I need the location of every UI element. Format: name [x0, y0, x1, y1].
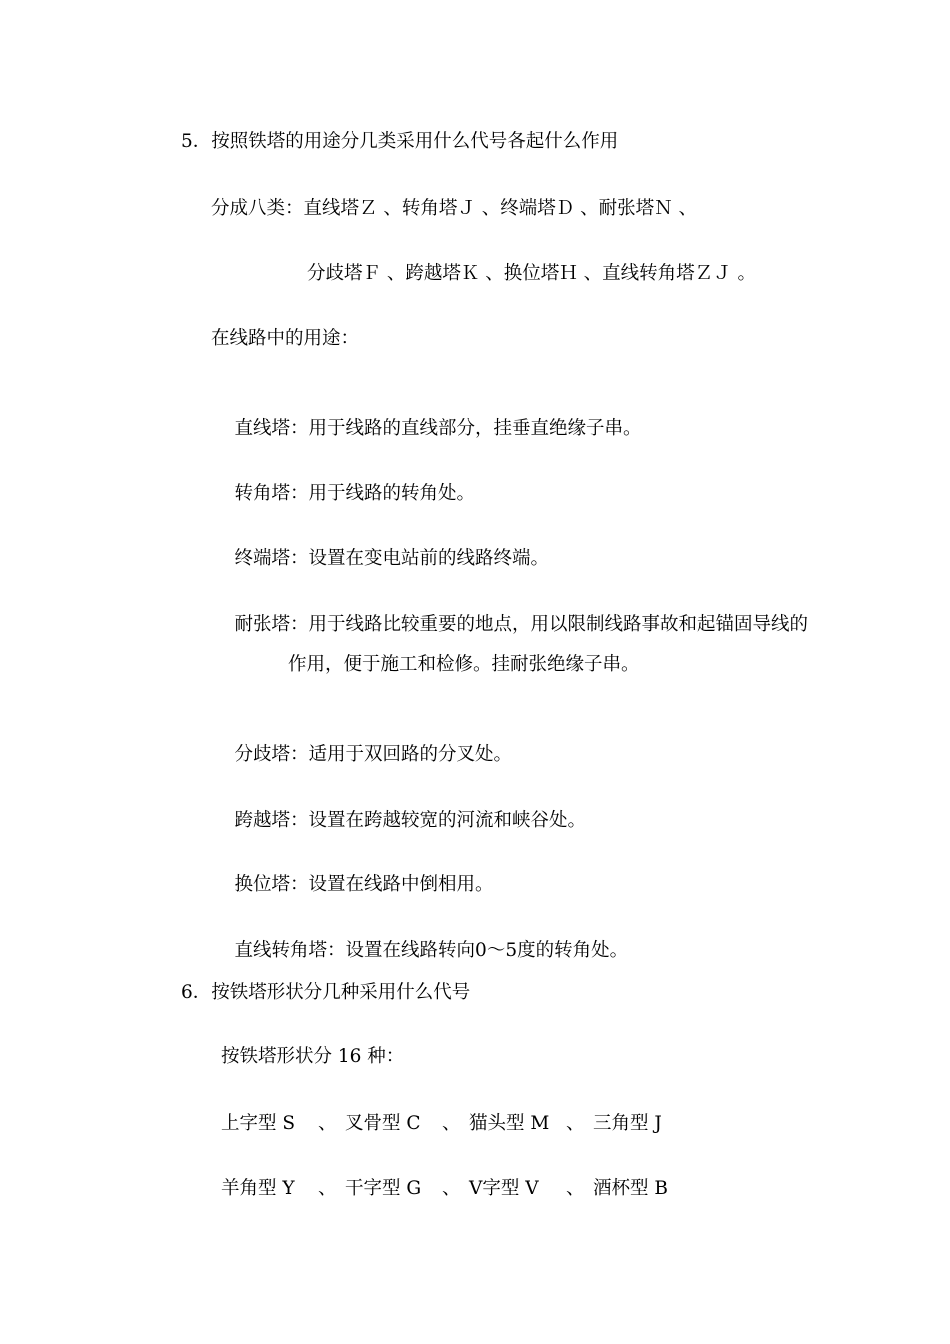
use-desc-continuation: 作用，便于施工和检修。挂耐张绝缘子串。 [288, 654, 640, 675]
shape-item: 猫头型 M [469, 1113, 550, 1134]
shape-row-2 [221, 1177, 690, 1201]
use-item-straight-tower [211, 393, 642, 439]
use-term: 耐张塔： [234, 614, 309, 635]
shape-item: 上字型 S [221, 1113, 296, 1134]
use-desc: 用于线路比较重要的地点，用以限制线路事故和起锚固导线的 [308, 614, 809, 635]
categories-line-2: 分歧塔Ｆ 、跨越塔Ｋ 、换位塔Ｈ 、直线转角塔ＺＪ 。 [307, 263, 757, 284]
use-desc: 适用于双回路的分叉处。 [308, 744, 513, 765]
use-desc: 设置在变电站前的线路终端。 [308, 548, 550, 569]
use-term: 换位塔： [234, 874, 309, 895]
use-term: 终端塔： [234, 548, 309, 569]
use-term: 直线塔： [234, 418, 309, 439]
use-desc: 设置在线路中倒相用。 [308, 874, 494, 895]
use-item-angle-tower [211, 458, 476, 504]
shape-separator: 、 [566, 1178, 585, 1199]
shape-item: 三角型 J [593, 1113, 662, 1134]
shape-separator: 、 [566, 1113, 585, 1134]
shape-separator: 、 [318, 1178, 337, 1199]
use-desc: 用于线路的直线部分，挂垂直绝缘子串。 [308, 418, 642, 439]
use-item-branch-tower [211, 719, 513, 765]
shape-count-line: 按铁塔形状分 16 种： [221, 1046, 405, 1067]
shape-separator: 、 [442, 1113, 461, 1134]
use-item-transposition-tower [211, 849, 494, 895]
shape-item: 干字型 G [345, 1178, 422, 1199]
shape-item: 羊角型 Y [221, 1178, 295, 1199]
categories-line-1: 分成八类：直线塔Ｚ 、转角塔Ｊ 、终端塔Ｄ 、耐张塔Ｎ 、 [211, 198, 698, 219]
use-term: 转角塔： [234, 483, 309, 504]
use-item-terminal-tower [211, 523, 550, 569]
uses-intro: 在线路中的用途： [211, 328, 360, 349]
shape-item: 叉骨型 C [345, 1113, 421, 1134]
use-desc: 设置在线路转向0～5度的转角处。 [345, 940, 629, 961]
use-item-tension-tower [211, 589, 809, 635]
use-desc: 设置在跨越较宽的河流和峡谷处。 [308, 810, 587, 831]
shape-item: 酒杯型 B [593, 1178, 668, 1199]
shape-row-1 [221, 1112, 690, 1136]
use-term: 分歧塔： [234, 744, 309, 765]
use-desc: 用于线路的转角处。 [308, 483, 476, 504]
use-item-crossing-tower [211, 785, 587, 831]
section-5-heading: 5．按照铁塔的用途分几类采用什么代号各起什么作用 [181, 131, 619, 152]
use-item-straight-angle-tower [211, 915, 629, 961]
shape-separator: 、 [442, 1178, 461, 1199]
use-term: 直线转角塔： [234, 940, 346, 961]
use-term: 跨越塔： [234, 810, 309, 831]
shape-item: V字型 V [469, 1178, 539, 1199]
shape-separator: 、 [318, 1113, 337, 1134]
section-6-heading: 6．按铁塔形状分几种采用什么代号 [181, 982, 471, 1003]
